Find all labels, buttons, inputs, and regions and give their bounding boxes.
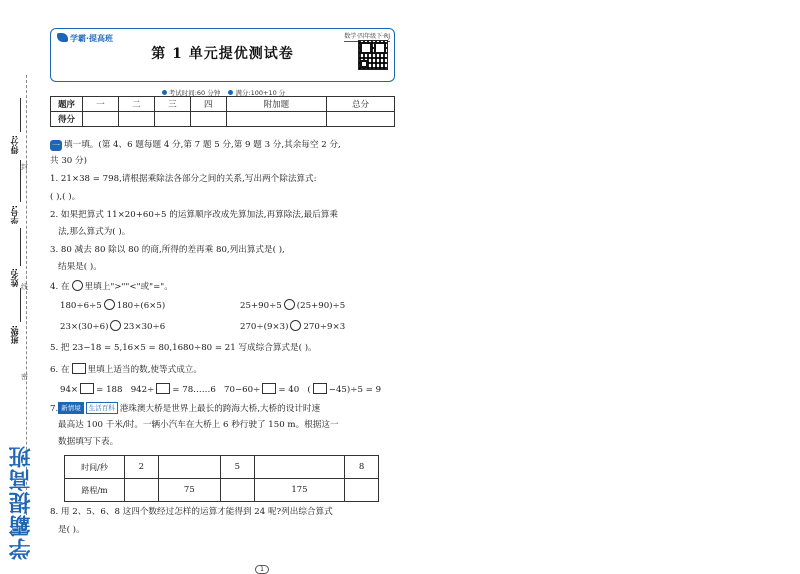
question-6-equations: 94× = 188 942÷ = 78……6 70−60÷ = 40 ( −45)÷5 = 9: [60, 385, 382, 395]
cut-mark-3: 密: [21, 373, 28, 381]
table-cell[interactable]: [125, 479, 159, 502]
question-4-item-b: 25+90÷5 (25+90)÷5: [240, 301, 346, 311]
score-field-label: 得分:: [10, 135, 19, 155]
subject-label: 数学·四年级下·RJ: [344, 33, 390, 40]
question-6: 6. 在 里填上适当的数,使等式成立。: [50, 365, 202, 375]
exam-time: 考试时间:60 分钟: [168, 89, 221, 97]
binding-margin: [0, 0, 50, 566]
brand-mark-icon: [57, 33, 68, 42]
question-2: 2. 如果把算式 11×20+60÷5 的运算顺序改成先算加法,再算除法,最后算乘: [50, 210, 338, 220]
circle-icon: [72, 280, 83, 291]
star-icon: [228, 90, 233, 95]
class-field-line[interactable]: [20, 288, 21, 322]
question-8: 8. 用 2、5、6、8 这四个数经过怎样的运算才能得到 24 呢?列出综合算式: [50, 507, 333, 517]
section-heading: [50, 139, 341, 151]
answer-box[interactable]: [313, 383, 327, 394]
table-cell: 175: [254, 479, 345, 502]
score-cell: 二: [118, 97, 154, 112]
question-3-answer[interactable]: 结果是( )。: [58, 262, 102, 272]
section-badge: 一: [52, 141, 60, 150]
question-7-line-3: 数据填写下表。: [58, 437, 119, 447]
compare-circle[interactable]: [290, 320, 301, 331]
table-row: [65, 479, 379, 502]
travel-table: [64, 455, 379, 502]
life-encyclopedia-tag: 生活百科: [86, 402, 118, 414]
section-title: 填一填。(第 4、6 题每题 4 分,第 7 题 5 分,第 9 题 3 分,其余每空 2 分,: [64, 140, 341, 150]
table-cell: 5: [220, 456, 254, 479]
table-cell: 8: [345, 456, 379, 479]
table-cell: 时间/秒: [65, 456, 125, 479]
compare-circle[interactable]: [104, 299, 115, 310]
table-cell[interactable]: [220, 479, 254, 502]
score-cell: 附加题: [226, 97, 326, 112]
student-id-field-label: 学号:: [10, 205, 19, 225]
name-field-label: 姓名:: [10, 268, 19, 288]
test-page: [50, 28, 395, 573]
exam-full-score: 满分:100+10 分: [235, 89, 286, 97]
score-cell: 一: [83, 97, 119, 112]
answer-box[interactable]: [262, 383, 276, 394]
answer-box[interactable]: [156, 383, 170, 394]
question-1: 1. 21×38 = 798,请根据乘除法各部分之间的关系,写出两个除法算式:: [50, 174, 317, 184]
table-cell: 路程/m: [65, 479, 125, 502]
score-cell: 题序: [51, 97, 83, 112]
question-3: 3. 80 减去 80 除以 80 的商,所得的差再乘 80,列出算式是( ),: [50, 245, 285, 255]
page-number: 1: [255, 565, 269, 574]
name-field-line[interactable]: [20, 228, 21, 266]
question-7-line-2: 最高达 100 千米/时。一辆小汽车在大桥上 6 秒行驶了 150 m。根据这一: [58, 420, 339, 430]
brand-name: 学霸·提高班: [70, 34, 114, 43]
question-1-answer[interactable]: ( ),( )。: [50, 192, 81, 202]
question-4-item-c: 23×(30÷6) 23×30÷6: [60, 322, 166, 332]
question-5: 5. 把 23−18 = 5,16×5 = 80,1680÷80 = 21 写成综合算式是( )。: [50, 343, 317, 353]
cut-mark-1: 封: [21, 163, 28, 171]
section-title-cont: 共 30 分): [50, 156, 87, 166]
table-cell[interactable]: [254, 456, 345, 479]
compare-circle[interactable]: [284, 299, 295, 310]
clock-icon: [162, 90, 167, 95]
score-input-cell[interactable]: [326, 112, 394, 127]
score-input-cell[interactable]: [118, 112, 154, 127]
score-cell: 三: [154, 97, 190, 112]
table-cell[interactable]: [345, 479, 379, 502]
table-cell: 2: [125, 456, 159, 479]
question-2-answer[interactable]: 法,那么算式为( )。: [58, 227, 131, 237]
qr-code-icon[interactable]: [358, 40, 388, 70]
question-7: 7. 新情境 生活百科 港珠澳大桥是世界上最长的跨海大桥,大桥的设计时速: [50, 404, 321, 414]
brand-vertical-logo: 学霸提高班: [9, 445, 34, 560]
score-input-cell[interactable]: [226, 112, 326, 127]
square-icon: [72, 363, 86, 374]
table-cell[interactable]: [158, 456, 220, 479]
class-field-label: 班级:: [10, 325, 19, 345]
score-input-cell[interactable]: [154, 112, 190, 127]
score-input-cell[interactable]: [83, 112, 119, 127]
answer-box[interactable]: [80, 383, 94, 394]
score-cell: 总分: [326, 97, 394, 112]
compare-circle[interactable]: [110, 320, 121, 331]
score-cell: 得分: [51, 112, 83, 127]
question-4: 4. 在 里填上">""<"或"="。: [50, 282, 173, 292]
score-input-cell[interactable]: [190, 112, 226, 127]
table-row: [65, 456, 379, 479]
header-box: [50, 28, 395, 82]
score-table-header-row: [51, 97, 395, 112]
question-4-item-d: 270÷(9×3) 270÷9×3: [240, 322, 346, 332]
cut-mark-2: 线: [21, 283, 28, 291]
question-8-answer[interactable]: 是( )。: [58, 525, 85, 535]
score-cell: 四: [190, 97, 226, 112]
score-table-score-row: [51, 112, 395, 127]
score-field-line[interactable]: [20, 98, 21, 132]
table-cell: 75: [158, 479, 220, 502]
page-title: 第 1 单元提优测试卷: [151, 46, 294, 62]
question-4-item-a: 180÷6÷5 180÷(6×5): [60, 301, 166, 311]
score-table: [50, 96, 395, 127]
new-context-tag: 新情境: [58, 402, 84, 414]
